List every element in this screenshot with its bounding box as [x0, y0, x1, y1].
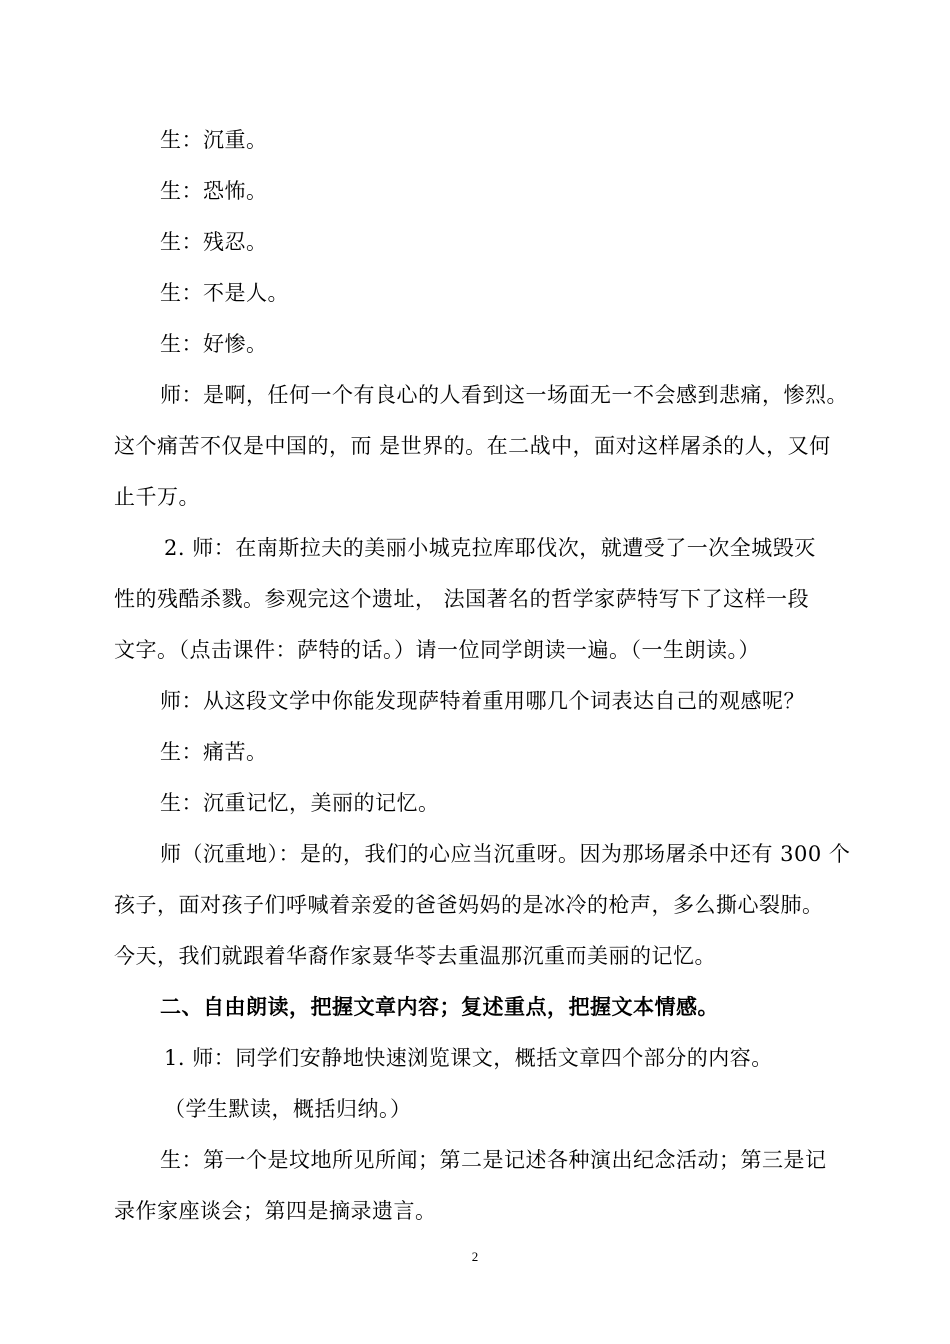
dialogue-line: 师：从这段文学中你能发现萨特着重用哪几个词表达自己的观感呢？: [160, 689, 805, 713]
dialogue-line: 生：恐怖。: [160, 179, 268, 203]
paragraph-line: 录作家座谈会；第四是摘录遗言。: [114, 1199, 437, 1223]
dialogue-line: 生：不是人。: [160, 281, 289, 305]
dialogue-line: 生：沉重。: [160, 128, 268, 152]
dialogue-line: 生：残忍。: [160, 230, 268, 254]
paragraph-line: 1. 师：同学们安静地快速浏览课文，概括文章四个部分的内容。: [164, 1046, 773, 1070]
paragraph-line: 文字。（点击课件：萨特的话。）请一位同学朗读一遍。（一生朗读。）: [114, 638, 760, 662]
paragraph-line: 今天，我们就跟着华裔作家聂华苓去重温那沉重而美丽的记忆。: [114, 944, 716, 968]
dialogue-line: 生：沉重记忆，美丽的记忆。: [160, 791, 440, 815]
paragraph-line: 孩子，面对孩子们呼喊着亲爱的爸爸妈妈的是冰冷的枪声，多么撕心裂肺。: [114, 893, 824, 917]
dialogue-line: 生：好惨。: [160, 332, 268, 356]
paragraph-line: 2. 师：在南斯拉夫的美丽小城克拉库耶伐次，就遭受了一次全城毁灭: [164, 536, 816, 560]
dialogue-line: 生：痛苦。: [160, 740, 268, 764]
page-number: 2: [471, 1249, 479, 1264]
stage-direction: （学生默读，概括归纳。）: [164, 1097, 412, 1121]
paragraph-line: 这个痛苦不仅是中国的，而 是世界的。在二战中，面对这样屠杀的人，又何: [114, 434, 831, 458]
section-heading: 二、自由朗读，把握文章内容；复述重点，把握文本情感。: [160, 994, 719, 1019]
paragraph-line: 生：第一个是坟地所见所闻；第二是记述各种演出纪念活动；第三是记: [160, 1148, 827, 1172]
paragraph-line: 性的残酷杀戮。参观完这个遗址， 法国著名的哲学家萨特写下了这样一段: [114, 587, 810, 611]
paragraph-line: 止千万。: [114, 485, 200, 509]
paragraph-line: 师（沉重地）：是的，我们的心应当沉重呀。因为那场屠杀中还有 300 个: [160, 842, 851, 866]
paragraph-line: 师：是啊，任何一个有良心的人看到这一场面无一不会感到悲痛，惨烈。: [160, 383, 848, 407]
